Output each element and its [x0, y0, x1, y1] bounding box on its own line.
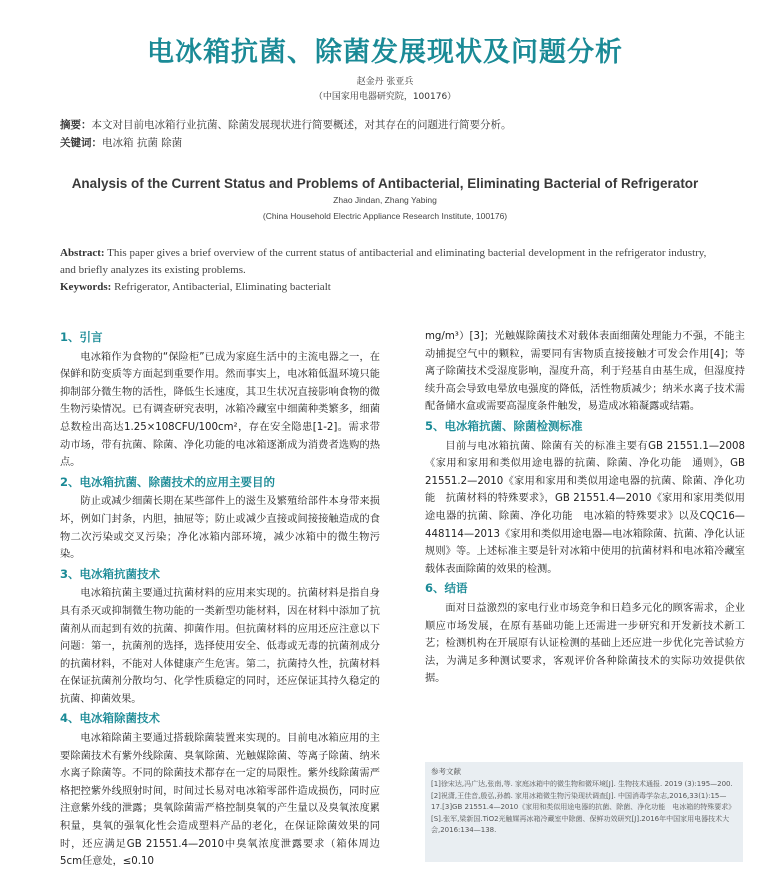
paragraph: 电冰箱抗菌主要通过抗菌材料的应用来实现的。抗菌材料是指自身具有杀灭或抑制微生物功能的一类新型功能材料，因在材料中添加了抗菌剂从而起到有效的抗菌、抑菌作用。但抗菌材料的应用还应注意以下问题：第一，抗菌剂的选择，选择使用安全、低毒或无毒的抗菌剂成分的抗菌材料，不能对人体健康产生危害。第二，抗菌持久性，抗菌材料在保证抗菌剂分散均匀、化学性质稳定的同时，还应保证其持久稳定的抗菌、抑菌效果。: [60, 588, 380, 705]
paragraph-continued: mg/m³）[3]；光触媒除菌技术对载体表面细菌处理能力不强，不能主动捕捉空气中的颗粒，需要同有害物质直接接触才可发会作用[4]；等离子除菌技术受湿度影响，湿度升高，利于羟基自由基生成，但湿度持续升高会导致电晕放电强度的降低，活性物质减少；纳米水离子技术需配备储水盒或需要高湿度条件触发，易造成冰箱凝露或结霜。: [425, 331, 745, 413]
section-heading: 5、电冰箱抗菌、除菌检测标准: [425, 418, 583, 433]
en-abstract-text: This paper gives a brief overview of the current status of antibacterial and eliminating bacterial development in the refrigerator industry, and briefly analyzes its existing problems.: [60, 247, 707, 276]
english-title: Analysis of the Current Status and Problems of Antibacterial, Eliminating Bacterial of Refrigerator: [71, 176, 699, 191]
en-abstract-label: Abstract:: [60, 247, 105, 259]
english-abstract-block: [60, 245, 720, 296]
section-heading: 3、电冰箱抗菌技术: [60, 566, 161, 581]
en-keywords-text: Refrigerator, Antibacterial, Eliminating bacterialt: [111, 281, 331, 293]
authors: 赵金丹 张亚兵: [356, 77, 414, 87]
left-column: [60, 328, 380, 873]
english-abstract: [60, 245, 720, 279]
section-heading: 2、电冰箱抗菌、除菌技术的应用主要目的: [60, 474, 275, 489]
references-title: 参考文献: [431, 767, 461, 776]
paragraph: 电冰箱除菌主要通过搭载除菌装置来实现的。目前电冰箱应用的主要除菌技术有紫外线除菌、臭氧除菌、光触媒除菌、等离子除菌、纳米水离子除菌等。不同的除菌技术都存在一定的局限性。紫外线除菌需严格把控紫外线照射时间，时间过长易对电冰箱零部件造成损伤，同时应注意紫外线的泄露；臭氧除菌需严格控制臭氧的产生量以及臭氧浓度累积量，臭氧的强氧化性会造成塑料产品的老化，在保证除菌效果的同时，还应满足GB 21551.4—2010中臭氧浓度泄露要求（箱体周边5cm任意处，≤0.10: [60, 733, 380, 868]
references-text: [1]徐宋达,冯广达,张南,等. 家庭冰箱中的微生物和微环境[J]. 生物技术通报. 2019 (3):195—200.[2]祝潇,王佳音,殷弘,孙鹤. 家用冰箱微生物污染现状调查[J]. 中国消毒学杂志,2016,33(1):15—17.[3]GB 21551.4—2010《家用和类似用途电器的抗菌、除菌、净化功能 电冰箱的特殊要求》[S].张军,梁新国.TiO2光触媒再冰箱冷藏室中除菌、保鲜功效研究[J].2016年中国家用电器技术大会,2016:134—138.: [431, 780, 736, 835]
english-affiliation: (China Household Electric Appliance Research Institute, 100176): [262, 211, 508, 221]
section-heading: 6、结语: [425, 581, 468, 596]
section-heading: 1、引言: [60, 330, 103, 344]
abstract-label: 摘要：: [60, 119, 92, 131]
chinese-keywords: [60, 134, 720, 152]
paragraph: 防止或减少细菌长期在某些部件上的滋生及繁殖给部件本身带来损坏，例如门封条，内胆，抽屉等；防止或减少直接或间接接触造成的食物二次污染或交叉污染；净化冰箱内部环境，减少冰箱中的微生物污染。: [60, 496, 380, 561]
en-keywords-label: Keywords:: [60, 281, 112, 293]
affiliation: （中国家用电器研究院，100176）: [313, 92, 457, 102]
chinese-abstract-block: [60, 116, 720, 152]
section-heading: 4、电冰箱除菌技术: [60, 711, 161, 726]
paragraph: 面对日益激烈的家电行业市场竞争和日趋多元化的顾客需求，企业顺应市场发展，在原有基础功能上还需进一步研究和开发新技术新工艺；检测机构在开展原有认证检测的基础上还应进一步优化完善试验方法，为满足多种测试要求，客观评价各种除菌技术的实际功效提供依据。: [425, 602, 745, 685]
paragraph: 目前与电冰箱抗菌、除菌有关的标准主要有GB 21551.1—2008《家用和家用和类似用途电器的抗菌、除菌、净化功能 通则》，GB 21551.2—2010《家用和家用和类似用途电器的抗菌、除菌、净化功能 抗菌材料的特殊要求》，GB 21551.4—2010《家用和家用类似用途电器的抗菌、除菌、净化功能 电冰箱的特殊要求》以及CQC16—448114—2013《家用和类似用途电器—电冰箱除菌、抗菌、净化认证规则》等。上述标准主要是针对冰箱中使用的抗菌材料和电冰箱冷藏室载体表面除菌的效果的检测。: [425, 440, 745, 575]
abstract-text: 本文对目前电冰箱行业抗菌、除菌发展现状进行简要概述，对其存在的问题进行简要分析。: [91, 119, 512, 131]
paragraph: 电冰箱作为食物的“保险柜”已成为家庭生活中的主流电器之一，在保鲜和防变质等方面起到重要作用。然而事实上，电冰箱低温环境只能抑制部分微生物的活性，降低生长速度，其卫生状况直接影响食物的微生物污染情况。已有调查研究表明，冰箱冷藏室中细菌种类繁多，细菌总数检出高达1.25×108CFU/100cm²，存在安全隐患[1-2]。需求带动市场，带有抗菌、除菌、净化功能的电冰箱逐渐成为消费者选购的热点。: [60, 351, 380, 469]
references-box: [425, 762, 743, 862]
english-keywords: [60, 279, 720, 296]
chinese-abstract: [60, 116, 720, 134]
keywords-label: 关键词：: [60, 137, 102, 149]
keywords-text: 电冰箱 抗菌 除菌: [102, 137, 183, 149]
english-authors: Zhao Jindan, Zhang Yabing: [333, 195, 437, 205]
right-column: [425, 328, 745, 690]
paper-title: 电冰箱抗菌、除菌发展现状及问题分析: [147, 37, 623, 68]
